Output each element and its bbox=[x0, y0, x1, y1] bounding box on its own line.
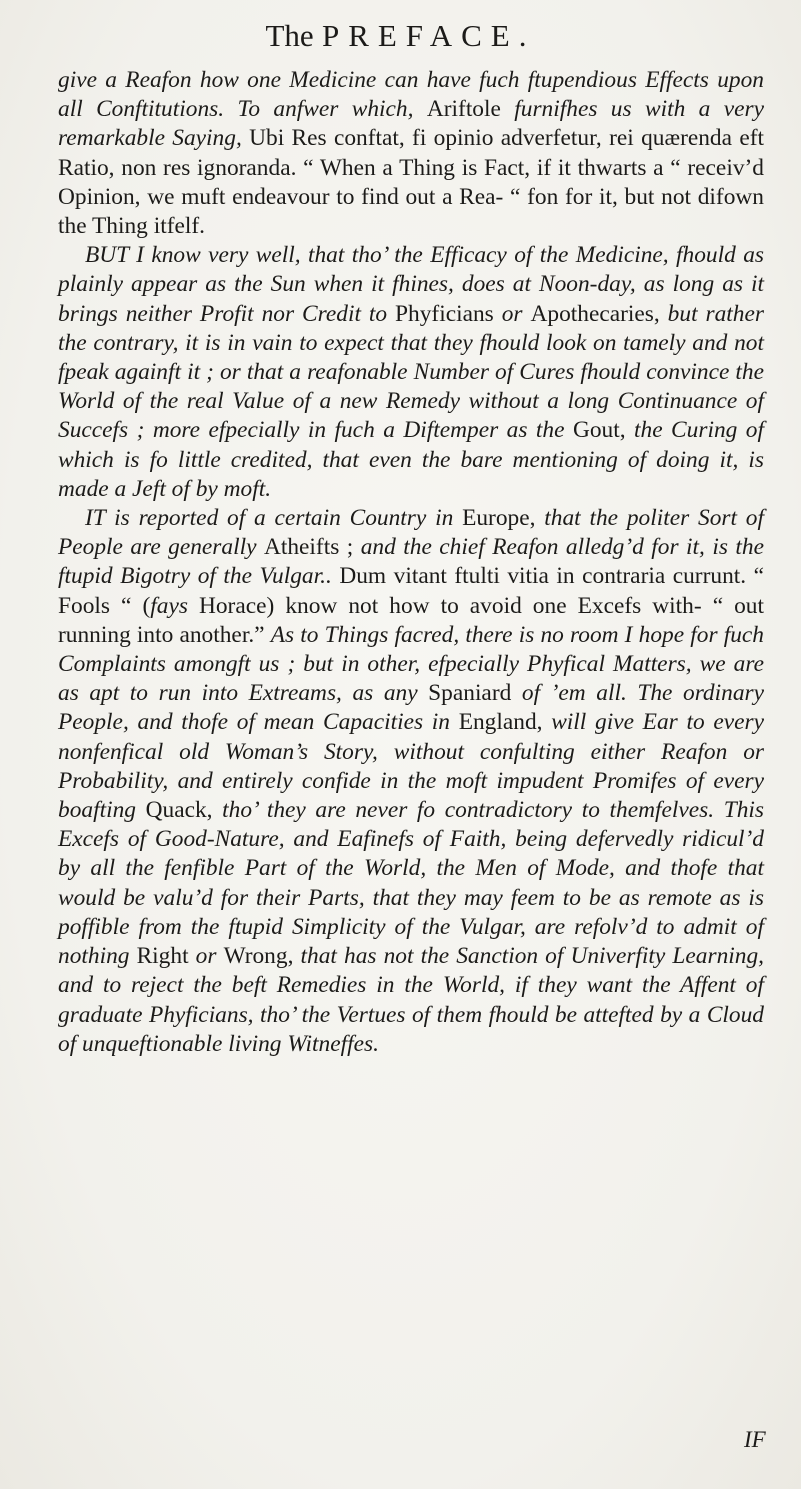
italic-run: BUT I know very well, that tho’ the Efficacy of the Medicine, fhould as plainly appear as the Sun when it fhines, does at Noon-day, as long as it brings neither Profit nor Credit to bbox=[58, 242, 764, 327]
running-head-title: PREFACE. bbox=[321, 18, 536, 53]
roman-run: Dum vitant ftulti vitia in contraria currunt. “ Fools “ ( bbox=[58, 563, 764, 619]
italic-run: or bbox=[501, 300, 531, 327]
roman-run: Ariftole bbox=[426, 96, 515, 123]
italic-run: the Curing of which is fo little credited, that even the bare mentioning of doing it, is made a Jeft of by moft. bbox=[58, 417, 764, 502]
italic-run: that has not the Sanction of Univerfity Learning, and to reject the beft Remedies in the World, if they want the Affent of graduate Phyficians, tho’ the Vertues of them fhould be attefted by a Cloud of unqueftionable living Witneffes. bbox=[58, 943, 765, 1057]
paragraph bbox=[58, 66, 764, 241]
roman-run: England, bbox=[458, 709, 552, 736]
italic-run: give a Reafon how one Medicine can have fuch ftupendious Effects upon all Conftitutions. To anfwer which, bbox=[58, 67, 764, 123]
italic-run: but rather the contrary, it is in vain to expect that they fhould look on tamely and not fpeak againft it ; or that a reafonable Number of Cures fhould convince the World of the real Value of a new Remedy without a long Continuance of Succefs ; more efpecially in fuch a Diftemper as the bbox=[58, 300, 764, 444]
roman-run: Apothecaries, bbox=[530, 300, 668, 327]
paragraph bbox=[58, 241, 764, 504]
italic-run: tho’ they are never fo contradictory to themfelves. This Excefs of Good-Nature, and Eafinefs of Faith, being defervedly ridicul’d by all the fenfible Part of the World, the Men of Mode, and thofe that would be valu’d for their Parts, that they may feem to be as remote as is poffible from the ftupid Simplicity of the Vulgar, are refolv’d to admit of nothing bbox=[58, 797, 764, 970]
body-text bbox=[58, 66, 764, 1059]
roman-run: Quack, bbox=[145, 797, 223, 824]
roman-run: Gout, bbox=[572, 417, 635, 444]
roman-run: Europe, bbox=[462, 505, 545, 532]
catchword: IF bbox=[744, 1427, 766, 1452]
roman-run: Horace) know not how to avoid one Excefs with- “ out running into another.” bbox=[58, 592, 764, 648]
italic-run: or bbox=[195, 943, 224, 970]
roman-run: Ubi Res conftat, fi opinio adverfetur, rei quærenda eft Ratio, non res ignoranda. “ When a Thing is Fact, if it thwarts a “ receiv’d Opinion, we muft endeavour to find out a Rea- “ fon for it, but not difown the Thing itfelf. bbox=[58, 125, 765, 240]
roman-run: Wrong, bbox=[223, 943, 301, 970]
italic-run: will give Ear to every nonfenfical old Woman’s Story, without confulting either Reafon or Probability, and entirely confide in the moft impudent Promifes of every boafting bbox=[58, 709, 764, 824]
italic-run: furnifhes us with a very remarkable Saying, bbox=[58, 96, 764, 152]
roman-run: Spaniard bbox=[428, 680, 522, 707]
italic-run: and the chief Reafon alledg’d for it, is the ftupid Bigotry of the Vulgar.. bbox=[58, 534, 764, 590]
italic-run: As to Things facred, there is no room I hope for fuch Complaints amongft us ; but in other, efpecially Phyfical Matters, we are as apt to run into Extreams, as any bbox=[58, 621, 764, 707]
running-head-prefix: The bbox=[265, 18, 314, 53]
italic-run: that the politer Sort of People are generally bbox=[58, 505, 765, 561]
italic-run: of ’em all. The ordinary People, and thofe of mean Capacities in bbox=[58, 680, 765, 736]
roman-run: Atheifts ; bbox=[263, 534, 361, 561]
italic-run: IT is reported of a certain Country in bbox=[85, 505, 463, 532]
roman-run: Phyficians bbox=[395, 300, 502, 327]
roman-run: Right bbox=[136, 943, 196, 970]
running-head bbox=[0, 16, 801, 56]
paragraph bbox=[58, 504, 764, 1059]
italic-run: fays bbox=[150, 592, 199, 619]
